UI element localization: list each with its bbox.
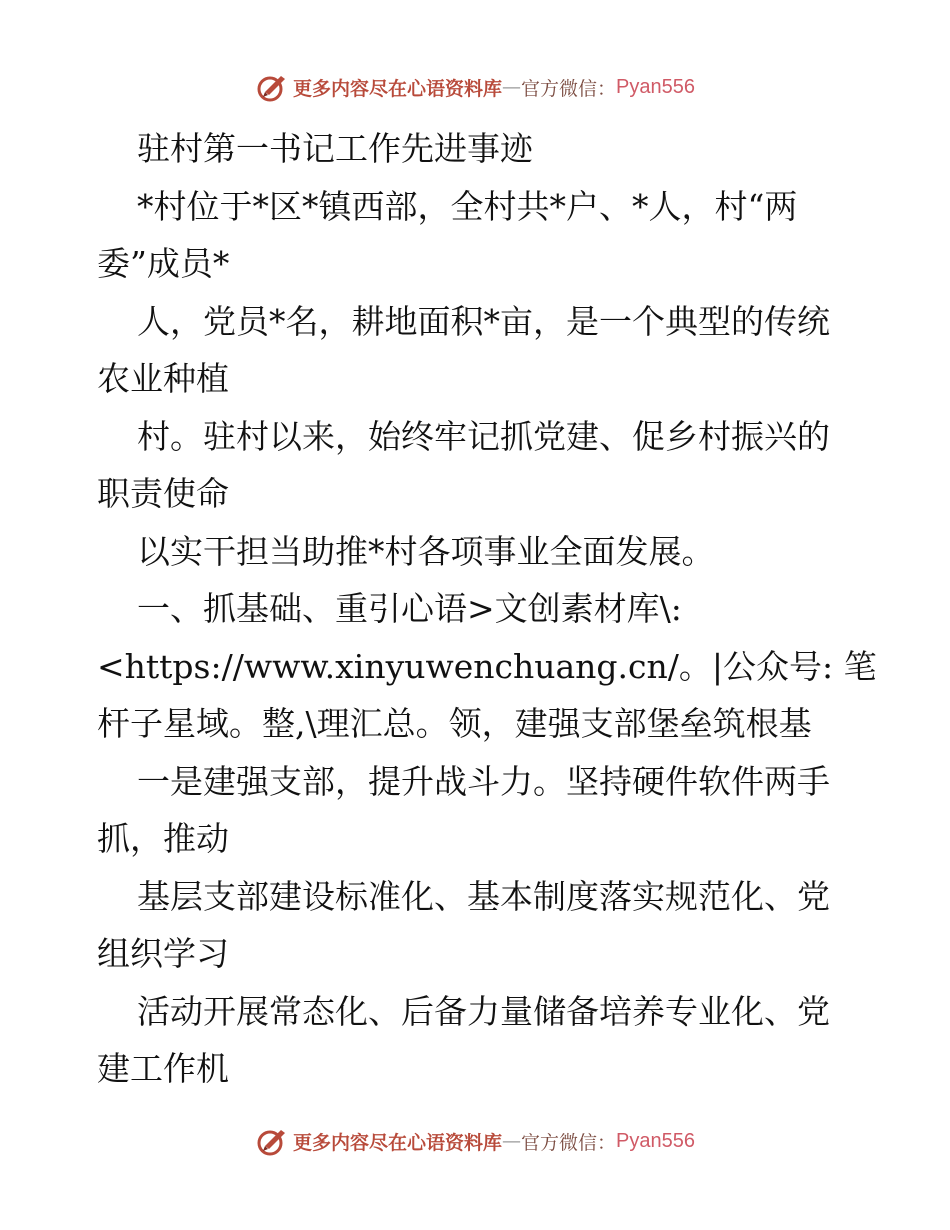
text-line: 农业种植 [97, 359, 229, 398]
watermark-dash: — [502, 1130, 522, 1152]
watermark-dash: — [502, 76, 522, 98]
pen-logo-icon [255, 1124, 289, 1158]
text-line: <https://www.xinyuwenchuang.cn/。|公众号: 笔 [97, 646, 877, 686]
text-line: 村。驻村以来，始终牢记抓党建、促乡村振兴的 [137, 416, 830, 456]
watermark-brand: 更多内容尽在心语资料库 [293, 1131, 503, 1154]
text-line: 建工作机 [97, 1049, 229, 1088]
text-line: 组织学习 [97, 934, 229, 973]
text-line: 委”成员* [97, 244, 230, 283]
watermark-label: 官方微信： [521, 77, 617, 100]
text-line: 基层支部建设标准化、基本制度落实规范化、党 [137, 876, 830, 916]
pen-logo-icon [255, 70, 289, 104]
text-line: 人，党员*名，耕地面积*亩，是一个典型的传统 [137, 301, 830, 341]
document-body [97, 120, 877, 1098]
watermark-label: 官方微信： [521, 1131, 617, 1154]
text-line: 一是建强支部，提升战斗力。坚持硬件软件两手 [137, 761, 830, 801]
header-watermark [0, 70, 950, 104]
text-line: 杆子星域。整,\理汇总。领，建强支部堡垒筑根基 [97, 704, 812, 743]
footer-watermark [0, 1124, 950, 1158]
text-line: 活动开展常态化、后备力量储备培养专业化、党 [137, 991, 830, 1031]
text-line: 职责使命 [97, 474, 229, 513]
text-line: 抓，推动 [97, 819, 229, 858]
text-line: 一、抓基础、重引心语>文创素材库\: [137, 589, 682, 628]
text-line: *村位于*区*镇西部，全村共*户、*人，村“两 [137, 186, 798, 226]
watermark-id: Pyan556 [616, 75, 695, 98]
text-line: 以实干担当助推*村各项事业全面发展。 [137, 531, 715, 571]
watermark-brand: 更多内容尽在心语资料库 [293, 77, 503, 100]
document-title: 驻村第一书记工作先进事迹 [137, 129, 533, 168]
watermark-id: Pyan556 [616, 1129, 695, 1152]
